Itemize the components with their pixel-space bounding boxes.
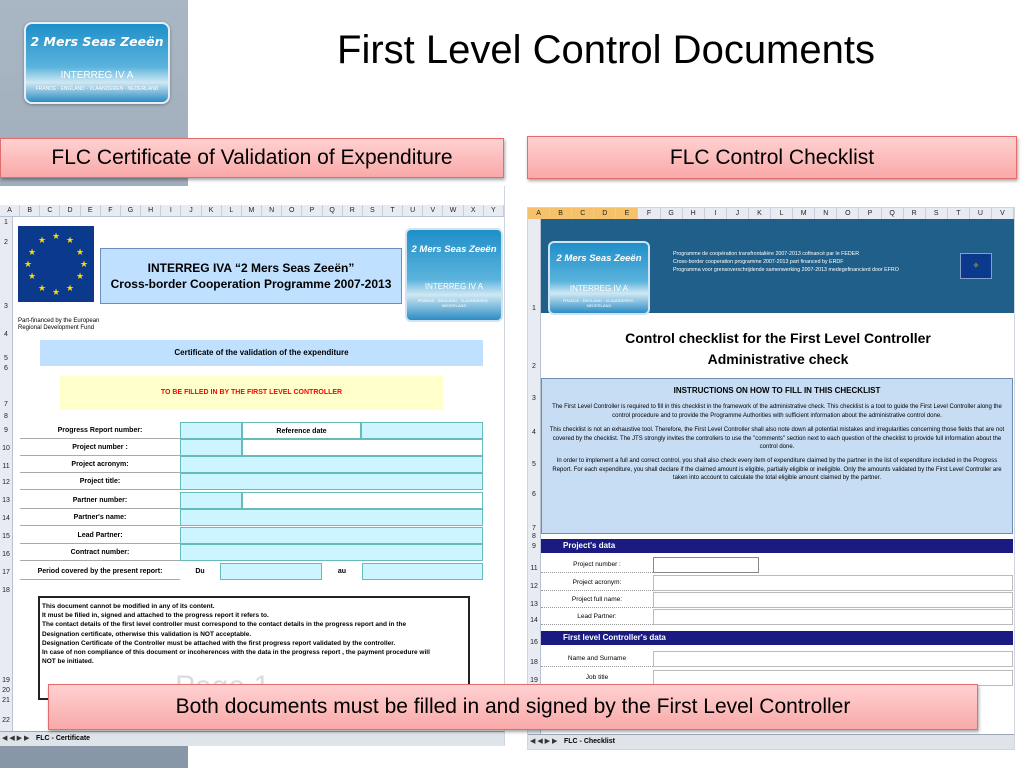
period-du-label: Du (180, 563, 220, 580)
row-header-cell[interactable]: 12 (2, 479, 10, 486)
name-surname-row (541, 651, 1013, 667)
row-header-cell[interactable]: 16 (530, 639, 538, 646)
partner-number-label: Partner number: (20, 492, 180, 509)
note-line: NOT be initiated. (42, 658, 94, 666)
row-header-cell[interactable]: 12 (530, 583, 538, 590)
row-header-cell[interactable]: 8 (4, 413, 8, 420)
column-header-cell[interactable]: G (661, 208, 683, 219)
banner-line: Cross-border cooperation programme 2007-2013 part financed by ERDF (673, 259, 844, 265)
project-acronym-input[interactable] (180, 456, 483, 473)
sheet-top-strip (0, 186, 504, 203)
row-header-cell[interactable]: 22 (2, 717, 10, 724)
contract-number-input[interactable] (180, 544, 483, 561)
row-header-cell[interactable]: 4 (4, 331, 8, 338)
column-header-cell[interactable]: B (20, 205, 40, 216)
interreg-logo (24, 22, 170, 104)
eu-caption: Part-financed by the European Regional Development Fund (18, 318, 100, 331)
certificate-header: Certificate of the validation of the expenditure (40, 340, 483, 366)
progress-report-label: Progress Report number: (20, 422, 180, 439)
label-checklist: FLC Control Checklist (527, 136, 1017, 179)
column-header-cell[interactable]: C (572, 208, 594, 219)
project-number-extra (242, 439, 483, 456)
instructions-paragraph: This checklist is not an exhaustive tool. Therefore, the First Level Controller shall also note down all potential mistakes and irregularities concerning those fields that are not covered by the checklist. The JTS strongly invites the controllers to use the "comments" section next to each question of the checklist to provide full information about the control done. (549, 427, 1005, 451)
column-header-cell[interactable]: R (343, 205, 363, 216)
project-acronym-label: Project acronym: (20, 456, 180, 473)
row-header-cell[interactable]: 3 (4, 303, 8, 310)
lead-partner-input[interactable] (180, 527, 483, 544)
column-header-cell[interactable]: A (0, 205, 20, 216)
row-header-cell[interactable]: 16 (2, 551, 10, 558)
name-surname-input[interactable] (653, 651, 1013, 667)
project-number-row (541, 557, 1013, 573)
row-header-cell[interactable]: 3 (532, 395, 536, 402)
field-label: Lead Partner: (541, 609, 653, 625)
column-header-cell[interactable]: N (815, 208, 837, 219)
period-au-label: au (322, 563, 362, 580)
column-header-cell[interactable]: U (970, 208, 992, 219)
partner-name-row (20, 509, 483, 526)
contract-number-row (20, 544, 483, 561)
programme-line-1: INTERREG IVA “2 Mers Seas Zeeën” (147, 261, 355, 275)
row-header-cell[interactable]: 18 (530, 659, 538, 666)
reference-date-input[interactable] (361, 422, 483, 439)
programme-logo-line-3: FRANCE - ENGLAND - VLAANDEREN - NEDERLAND (417, 298, 491, 308)
partner-number-row (20, 492, 483, 509)
row-header-bar (0, 217, 13, 732)
banner-text (673, 250, 933, 274)
programme-logo-line-3: FRANCE - ENGLAND - VLAANDEREN - NEDERLAND (562, 298, 636, 308)
column-header-cell[interactable]: Q (882, 208, 904, 219)
footer-note: Both documents must be filled in and signed by the First Level Controller (48, 684, 978, 730)
programme-logo-line-2: INTERREG IV A (569, 284, 629, 293)
row-header-cell[interactable]: 5 (532, 461, 536, 468)
column-header-cell[interactable]: D (60, 205, 80, 216)
column-header-cell[interactable]: E (81, 205, 101, 216)
project-full-name-row (541, 592, 1013, 608)
row-header-cell[interactable]: 18 (2, 587, 10, 594)
checklist-title (588, 328, 968, 370)
sheet-tab-bar (0, 731, 504, 746)
field-label: Job title (541, 670, 653, 686)
note-line: The contact details of the first level controller must correspond to the contact details in the progress report and in the (42, 621, 407, 629)
column-header-cell[interactable]: F (101, 205, 121, 216)
column-header-cell[interactable]: J (727, 208, 749, 219)
project-number-input[interactable] (180, 439, 242, 456)
instructions-title: INSTRUCTIONS ON HOW TO FILL IN THIS CHECKLIST (673, 386, 881, 395)
column-header-cell[interactable]: U (403, 205, 423, 216)
sheet-nav-arrows[interactable]: ◀ ◀ ▶ ▶ (2, 735, 30, 742)
column-header-cell[interactable]: H (141, 205, 161, 216)
lead-partner-input[interactable] (653, 609, 1013, 625)
period-row (20, 563, 483, 580)
column-header-cell[interactable]: B (550, 208, 572, 219)
reference-date-label: Reference date (242, 422, 361, 439)
checklist-spreadsheet (527, 207, 1015, 750)
lead-partner-row (20, 527, 483, 544)
instructions-box (541, 378, 1013, 534)
programme-logo (405, 228, 503, 322)
project-acronym-row (20, 456, 483, 473)
column-header-bar (0, 205, 504, 217)
field-label: Project full name: (541, 592, 653, 608)
period-to-input[interactable] (362, 563, 483, 580)
row-header-cell[interactable]: 1 (4, 219, 8, 226)
column-header-cell[interactable]: M (242, 205, 262, 216)
column-header-cell[interactable]: O (282, 205, 302, 216)
column-header-cell[interactable]: J (181, 205, 201, 216)
sheet-tab-bar (528, 734, 1014, 749)
note-line: In case of non compliance of this document or incoherences with the data in the progress report , the payment procedure will (42, 649, 430, 657)
partner-name-label: Partner's name: (20, 509, 180, 526)
logo-line-2: INTERREG IV A (60, 70, 134, 81)
column-header-cell[interactable]: O (837, 208, 859, 219)
sheet-nav-arrows[interactable]: ◀ ◀ ▶ ▶ (530, 738, 558, 745)
certificate-spreadsheet (0, 186, 505, 746)
column-header-cell[interactable]: I (705, 208, 727, 219)
lead-partner-label: Lead Partner: (20, 527, 180, 544)
tab-flc-checklist[interactable]: FLC - Checklist (564, 738, 615, 745)
programme-title-box (100, 248, 402, 304)
row-header-cell[interactable]: 11 (2, 463, 10, 470)
partner-number-extra (242, 492, 483, 509)
row-header-cell[interactable]: 13 (530, 601, 538, 608)
project-number-row (20, 439, 483, 456)
column-header-cell[interactable]: R (904, 208, 926, 219)
banner-line: Programma voor grensoverschrijdende samenwerking 2007-2013 medegefinancierd door EFRO (673, 267, 899, 273)
column-header-cell[interactable]: S (363, 205, 383, 216)
logo-line-3: FRANCE - ENGLAND - VLAANDEREN - NEDERLAND (35, 86, 159, 92)
project-number-input[interactable] (653, 557, 759, 573)
column-header-cell[interactable]: G (121, 205, 141, 216)
column-header-cell[interactable]: K (749, 208, 771, 219)
period-label: Period covered by the present report: (20, 563, 180, 580)
row-header-cell[interactable]: 15 (2, 533, 10, 540)
column-header-cell[interactable]: W (443, 205, 463, 216)
row-header-cell[interactable]: 2 (4, 239, 8, 246)
period-from-input[interactable] (220, 563, 322, 580)
row-header-cell[interactable]: 9 (532, 543, 536, 550)
row-header-cell[interactable]: 13 (2, 497, 10, 504)
row-header-cell[interactable]: 14 (530, 617, 538, 624)
progress-report-row (20, 422, 483, 439)
row-header-cell[interactable]: 5 (4, 355, 8, 362)
project-acronym-input[interactable] (653, 575, 1013, 591)
eu-flag-icon: ✧ (960, 253, 992, 279)
contract-number-label: Contract number: (20, 544, 180, 561)
column-header-cell[interactable]: C (40, 205, 60, 216)
row-header-bar (528, 219, 541, 735)
row-header-cell[interactable]: 20 (2, 687, 10, 694)
row-header-cell[interactable]: 11 (530, 565, 538, 572)
programme-logo-line-2: INTERREG IV A (424, 282, 484, 291)
eu-flag: ★ ★ ★ ★ ★ ★ ★ ★ ★ ★ ★ ★ (18, 226, 94, 302)
field-spacer (759, 557, 1013, 573)
row-header-cell[interactable]: 6 (4, 365, 8, 372)
column-header-cell[interactable]: Y (484, 205, 504, 216)
partner-name-input[interactable] (180, 509, 483, 526)
column-header-cell[interactable]: L (222, 205, 242, 216)
programme-logo-line-1: 2 Mers Seas Zeeën (556, 253, 642, 264)
column-header-cell[interactable]: K (202, 205, 222, 216)
column-header-cell[interactable]: M (793, 208, 815, 219)
column-header-cell[interactable]: D (594, 208, 616, 219)
project-number-label: Project number : (20, 439, 180, 456)
field-label: Name and Surname (541, 651, 653, 667)
column-header-cell[interactable]: Q (323, 205, 343, 216)
lead-partner-row (541, 609, 1013, 625)
row-header-cell[interactable]: 7 (532, 525, 536, 532)
column-header-cell[interactable]: T (948, 208, 970, 219)
row-header-cell[interactable]: 19 (530, 677, 538, 684)
column-header-cell[interactable]: T (383, 205, 403, 216)
note-line: Designation Certificate of the Controller must be attached with the first progress report validated by the controller. (42, 639, 396, 647)
instructions-paragraph: In order to implement a full and correct control, you shall also check every item of expenditure claimed by the partner in the list of expenditure included in the Progress Report. For each expenditure, you shall declare if the claimed amount is eligible, partially eligible or ineligible. Only the amounts validated by the First Level Controller are taken into account to calculate the total eligible amount claimed by the partner. (552, 458, 1002, 482)
field-label: Project acronym: (541, 575, 653, 591)
row-header-cell[interactable]: 2 (532, 363, 536, 370)
project-title-label: Project title: (20, 473, 180, 490)
label-certificate: FLC Certificate of Validation of Expenditure (0, 138, 504, 178)
tab-flc-certificate[interactable]: FLC - Certificate (36, 735, 91, 742)
column-header-cell[interactable]: P (859, 208, 881, 219)
column-header-cell[interactable]: E (616, 208, 638, 219)
logo-line-1: 2 Mers Seas Zeeën (30, 34, 164, 49)
progress-report-input[interactable] (180, 422, 242, 439)
note-line: This document cannot be modified in any of its content. (42, 603, 215, 610)
row-header-cell[interactable]: 14 (2, 515, 10, 522)
column-header-cell[interactable]: V (992, 208, 1014, 219)
project-title-input[interactable] (180, 473, 483, 490)
column-header-cell[interactable]: P (302, 205, 322, 216)
row-header-cell[interactable]: 4 (532, 429, 536, 436)
row-header-cell[interactable]: 7 (4, 401, 8, 408)
note-line: It must be filled in, signed and attached to the progress report it refers to. (42, 612, 269, 620)
row-header-cell[interactable]: 17 (2, 569, 10, 576)
fill-notice: TO BE FILLED IN BY THE FIRST LEVEL CONTROLLER (60, 376, 443, 410)
project-acronym-row (541, 575, 1013, 591)
column-header-cell[interactable]: L (771, 208, 793, 219)
programme-line-2: Cross-border Cooperation Programme 2007-2013 (110, 277, 392, 291)
programme-logo (548, 241, 650, 315)
row-header-cell[interactable]: 10 (2, 445, 10, 452)
programme-logo-line-1: 2 Mers Seas Zeeën (411, 244, 497, 255)
column-header-cell[interactable]: N (262, 205, 282, 216)
partner-number-input[interactable] (180, 492, 242, 509)
column-header-cell[interactable]: F (638, 208, 660, 219)
row-header-cell[interactable]: 9 (4, 427, 8, 434)
row-header-cell[interactable]: 19 (2, 677, 10, 684)
column-header-cell[interactable]: S (926, 208, 948, 219)
column-header-cell[interactable]: H (683, 208, 705, 219)
row-header-cell[interactable]: 21 (2, 697, 10, 704)
section-flc-data: First level Controller's data (541, 631, 1013, 645)
column-header-cell[interactable]: X (464, 205, 484, 216)
project-title-row (20, 473, 483, 490)
section-project-data: Project's data (541, 539, 1013, 553)
row-header-cell[interactable]: 1 (532, 305, 536, 312)
note-line: Designation certificate, otherwise this validation is NOT acceptable. (42, 630, 252, 638)
project-full-name-input[interactable] (653, 592, 1013, 608)
banner-line: Programme de coopération transfrontalière 2007-2013 cofinancé par le FEDER (673, 251, 860, 257)
checklist-title-line-1: Control checklist for the First Level Controller (625, 330, 931, 346)
checklist-title-line-2: Administrative check (707, 351, 849, 367)
row-header-cell[interactable]: 6 (532, 491, 536, 498)
field-label: Project number : (541, 557, 653, 573)
instructions-paragraph: The First Level Controller is required to fill in this checklist in the framework of the administrative check. This checklist is a tool to guide the First Level Controller along the control procedure and to provide the Programme Authorities with sufficient information about the administrative control done. (552, 404, 1002, 419)
row-header-cell[interactable]: 8 (532, 533, 536, 540)
column-header-cell[interactable]: I (161, 205, 181, 216)
column-header-cell[interactable]: A (528, 208, 550, 219)
slide-title: First Level Control Documents (337, 28, 875, 72)
column-header-cell[interactable]: V (423, 205, 443, 216)
